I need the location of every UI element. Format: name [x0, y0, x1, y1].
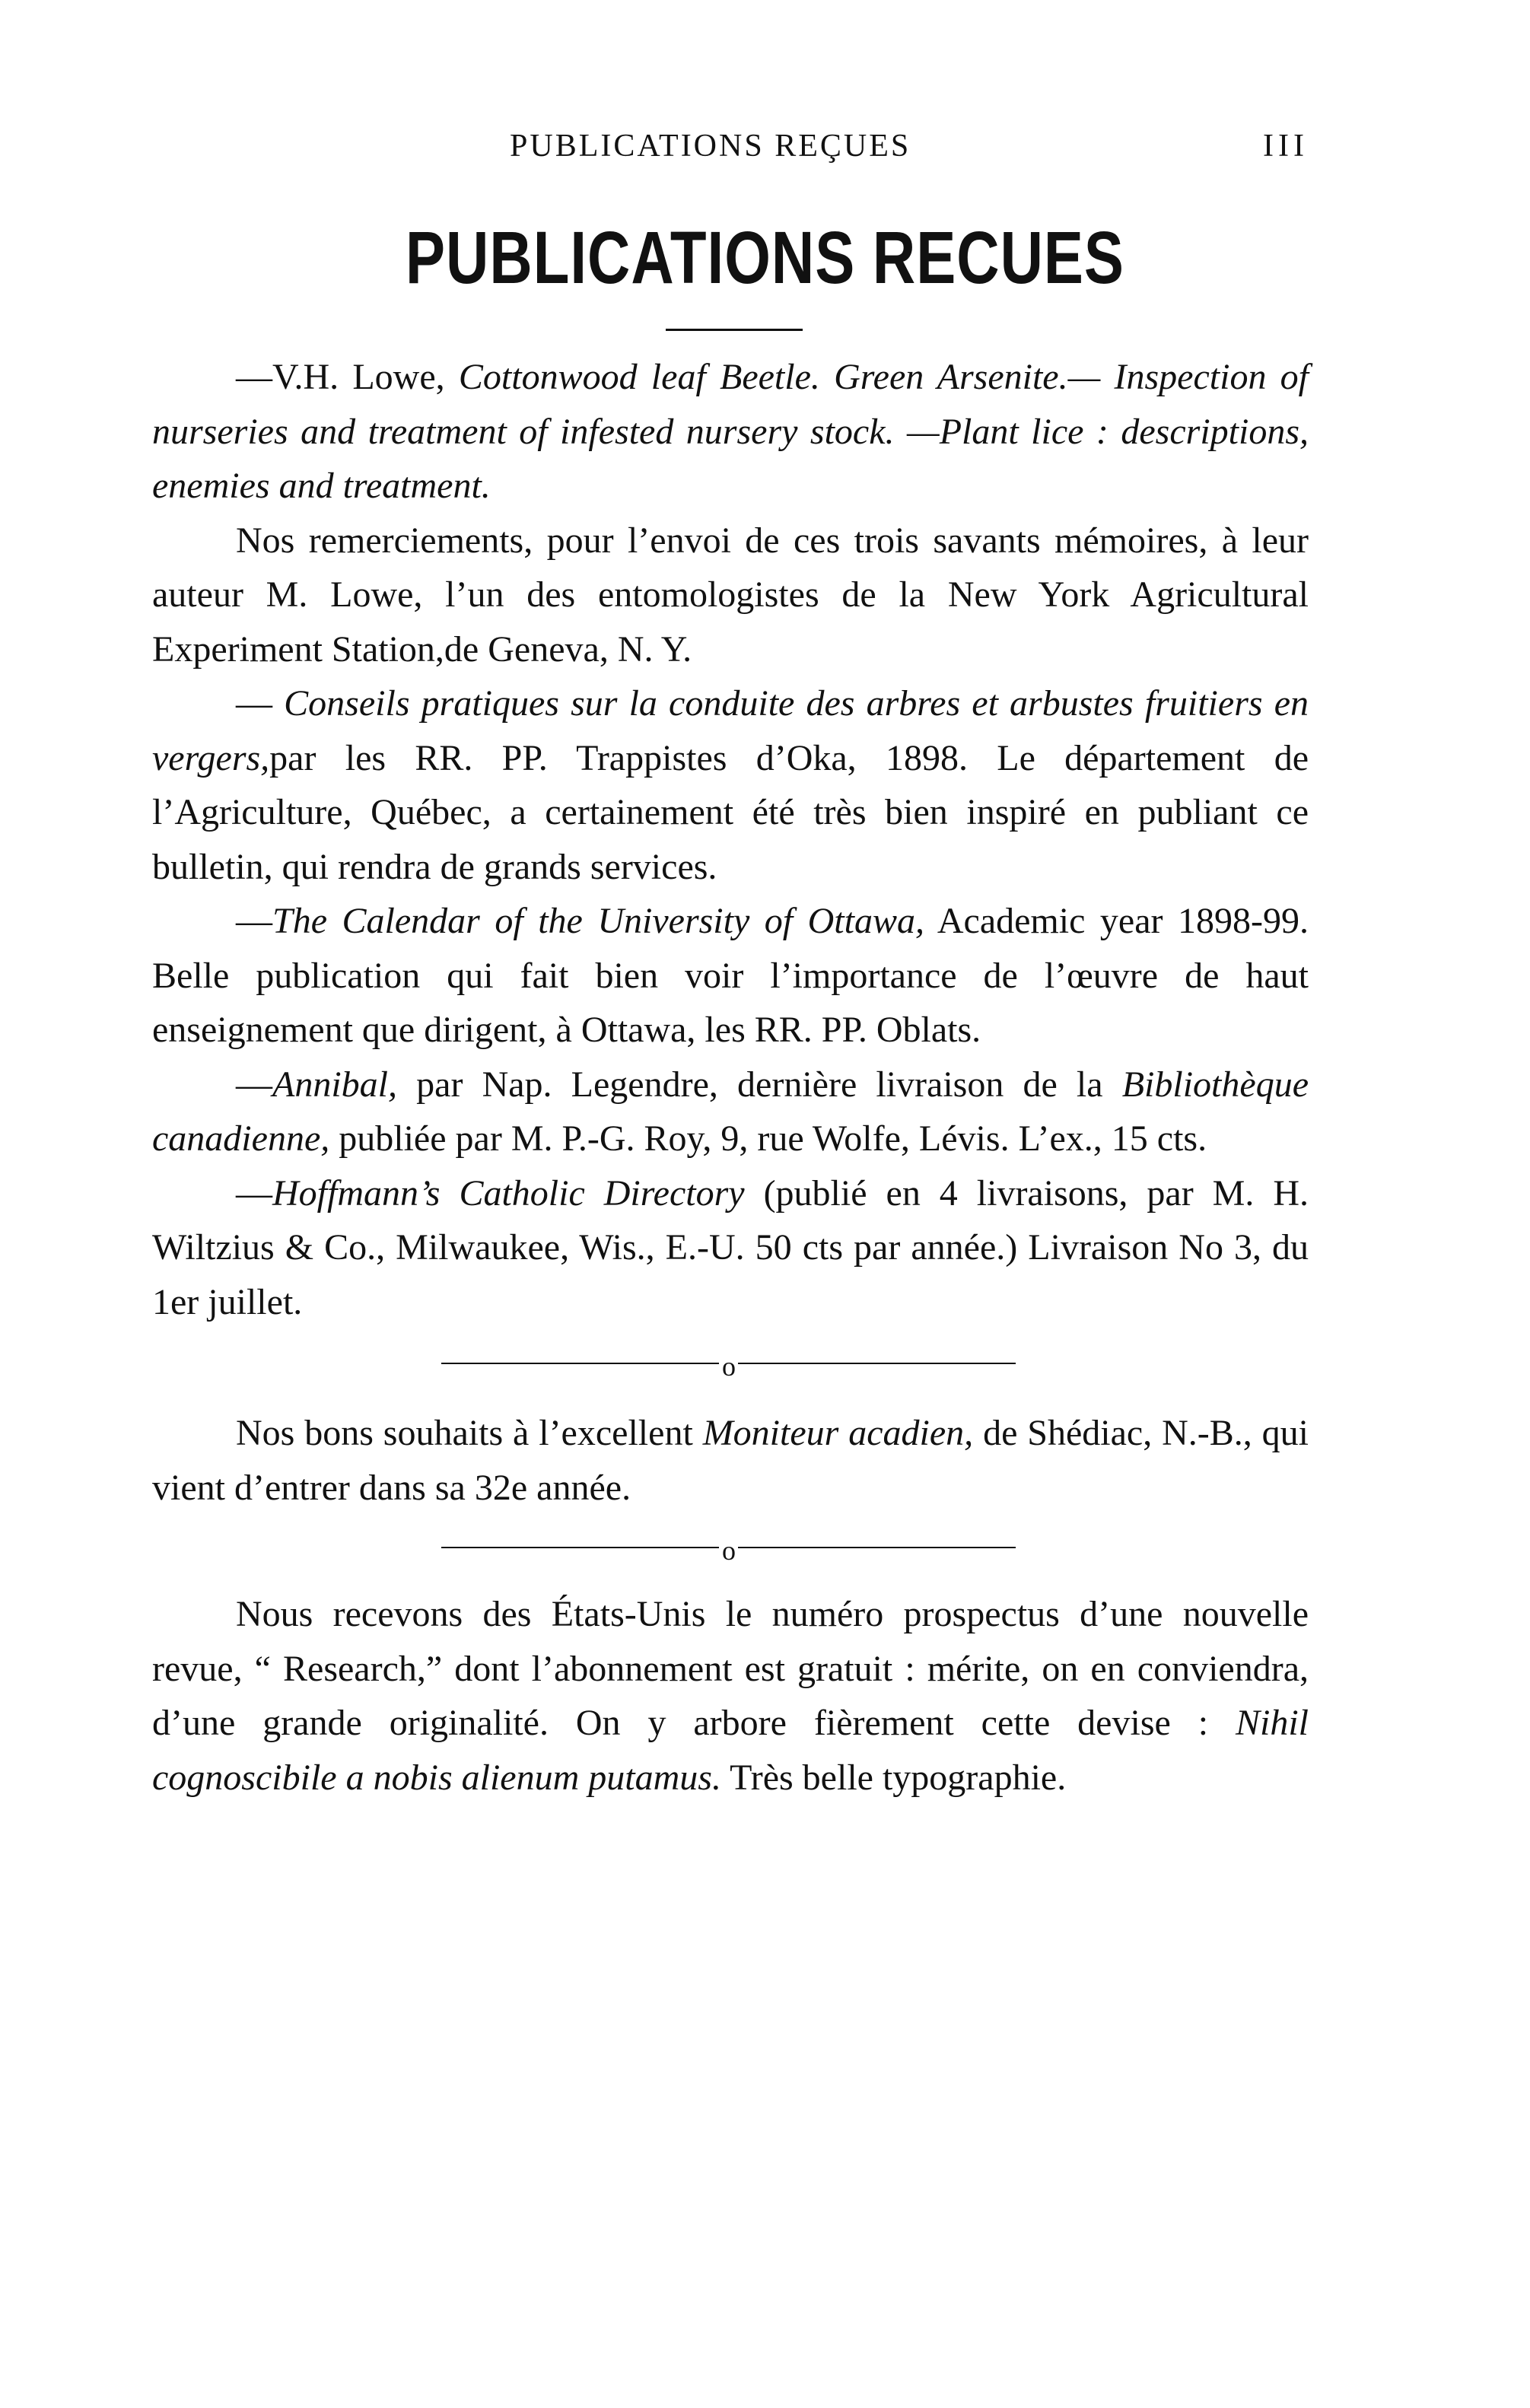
entry-text: publiée par M. P.-G. Roy, 9, rue Wolfe, Lévis. L’ex., 15 cts. — [329, 1118, 1207, 1159]
entry-lowe-comment — [152, 514, 1309, 677]
body-text — [152, 350, 1309, 1805]
entry-lead: — — [236, 1172, 272, 1214]
note-text: Nous recevons des États-Unis le numéro prospectus d’une nouvelle revue, “ Research,” dont l’abonnement est gratuit : mérite, on en conviendra, d’une grande originalité. On y arbore fièrement cette devise : — [152, 1594, 1309, 1743]
entry-lead: —V.H. Lowe, — [236, 357, 459, 397]
separator-ornament: o — [722, 1535, 736, 1566]
separator-line — [738, 1547, 1016, 1548]
section-separator — [152, 1334, 1309, 1388]
separator-line — [441, 1547, 719, 1548]
entry-title: The Calendar of the University of Ottawa, — [272, 901, 924, 941]
running-head-title: PUBLICATIONS REÇUES — [510, 129, 911, 164]
running-head — [152, 128, 1309, 173]
note-text: Très belle typographie. — [720, 1757, 1067, 1798]
entry-text: par les RR. PP. Trappistes d’Oka, 1898. Le département de l’Agriculture, Québec, a certainement été très bien inspiré en publiant ce bulletin, qui rendra de grands services. — [152, 737, 1309, 887]
entry-hoffmann — [152, 1166, 1309, 1330]
note-title: Moniteur acadien, — [702, 1413, 974, 1453]
note-text: Nos bons souhaits à l’excellent — [236, 1413, 703, 1453]
page-number: III — [1263, 129, 1309, 164]
title-rule — [666, 329, 803, 331]
section-separator — [152, 1518, 1309, 1572]
entry-annibal — [152, 1058, 1309, 1166]
entry-title: Conseils pratiques sur la conduite des arbres et arbustes fruitiers en vergers, — [152, 683, 1309, 778]
page-title: PUBLICATIONS RECUES — [406, 215, 1124, 300]
entry-lead: — — [236, 901, 272, 941]
entry-text: Nos remerciements, pour l’envoi de ces trois savants mémoires, à leur auteur M. Lowe, l’un des entomologistes de la New York Agricultural Experiment Station,de Geneva, N. Y. — [152, 520, 1309, 670]
separator-ornament: o — [722, 1351, 736, 1382]
entry-lead: — — [236, 1064, 272, 1105]
entry-text: Academic year 1898-99. Belle publication qui fait bien voir l’importance de l’œuvre de haut enseignement que dirigent, à Ottawa, les RR. PP. Oblats. — [152, 901, 1309, 1050]
entry-text: par Nap. Legendre, dernière livraison de la — [397, 1064, 1122, 1105]
note-motto: Nihil cognoscibile a nobis alienum putamus. — [152, 1703, 1309, 1798]
entry-title: Annibal, — [272, 1064, 397, 1105]
entry-title: Hoffmann’s Catholic Directory — [272, 1172, 745, 1214]
entry-lowe — [152, 350, 1309, 514]
entry-trappistes — [152, 676, 1309, 894]
entry-ottawa — [152, 894, 1309, 1058]
entry-series-title: Bibliothèque canadienne, — [152, 1064, 1309, 1159]
separator-line — [738, 1363, 1016, 1364]
note-research — [152, 1587, 1309, 1805]
note-moniteur — [152, 1406, 1309, 1515]
note-text: de Shédiac, N.-B., qui vient d’entrer dans sa 32e année. — [152, 1413, 1309, 1508]
entry-lead: — — [236, 683, 285, 724]
entry-title: Cottonwood leaf Beetle. Green Arsenite.— Inspection of nurseries and treatment of infested nursery stock. —Plant lice : descriptions, enemies and treatment. — [152, 357, 1309, 506]
entry-text: (publié en 4 livraisons, par M. H. Wiltzius & Co., Milwaukee, Wis., E.-U. 50 cts par année.) Livraison No 3, du 1er juillet. — [152, 1172, 1309, 1322]
separator-line — [441, 1363, 719, 1364]
